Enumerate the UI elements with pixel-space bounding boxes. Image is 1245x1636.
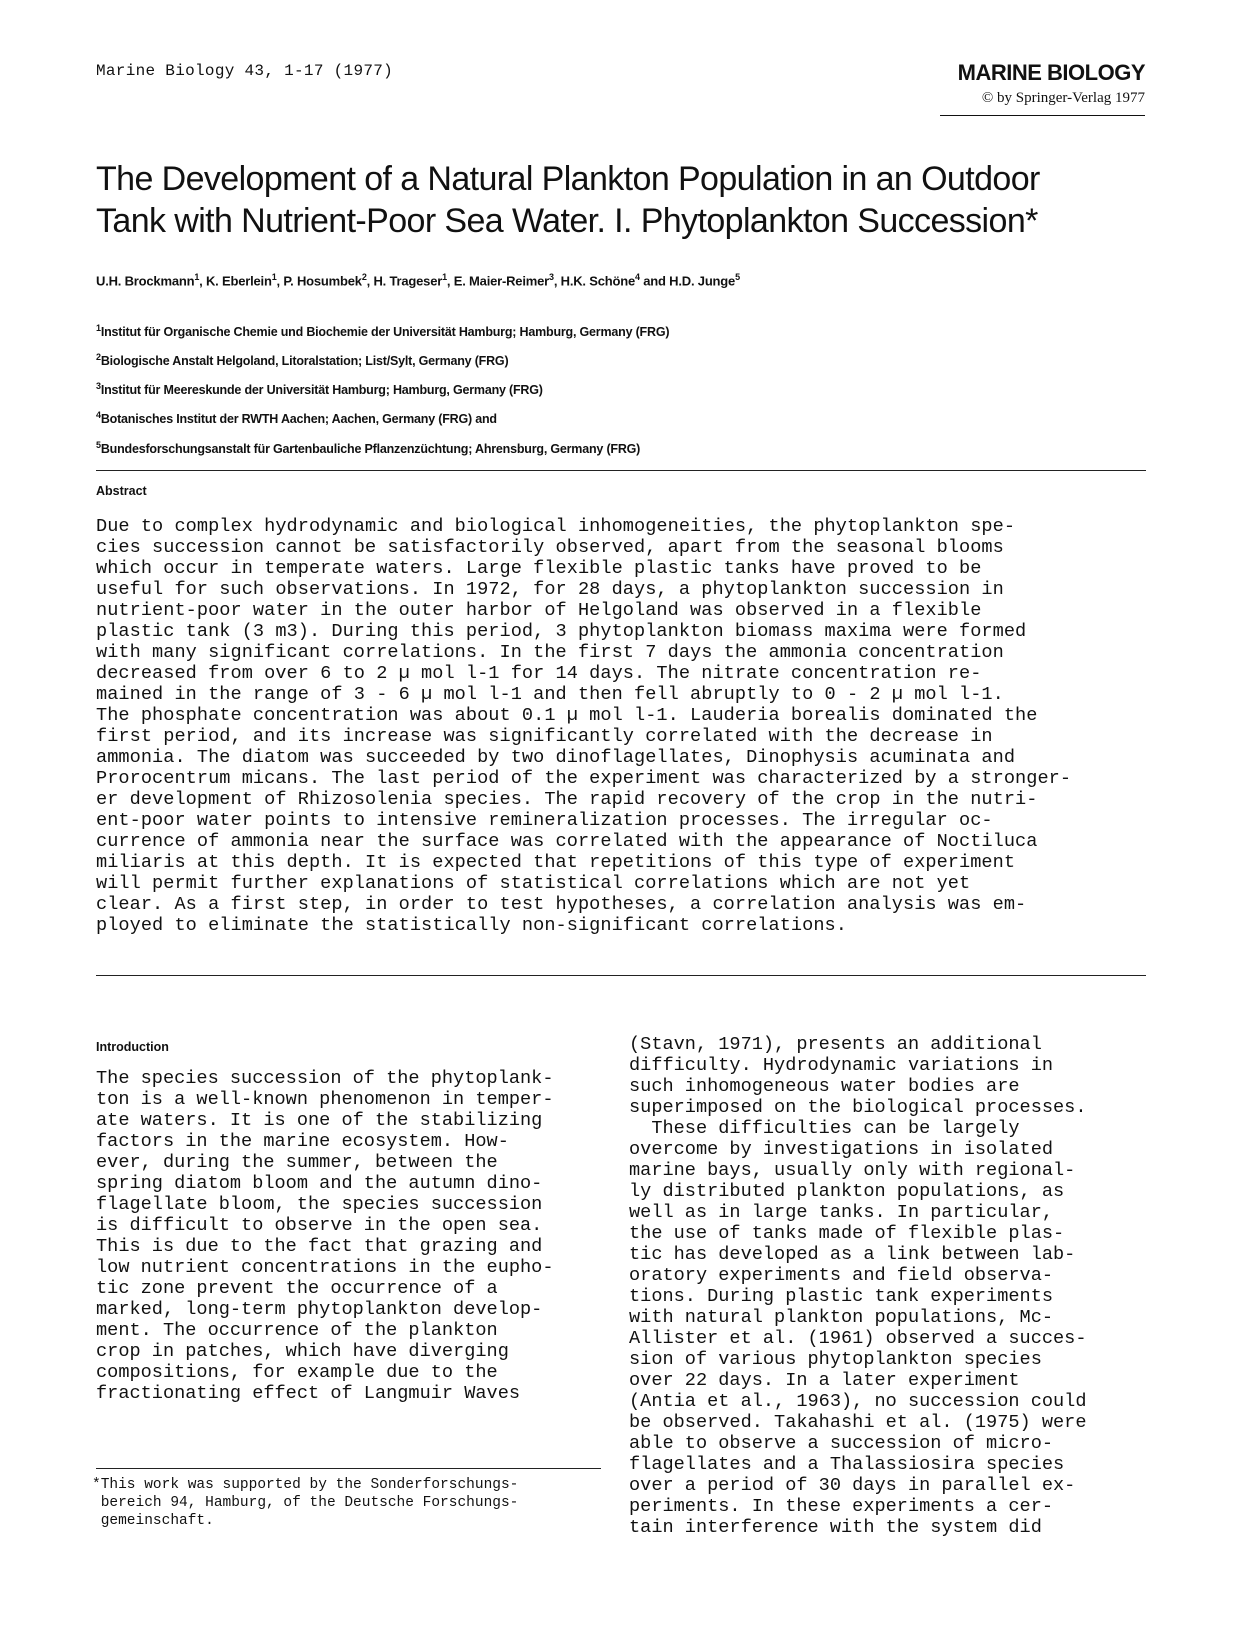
abstract-line: er development of Rhizosolenia species. The rapid recovery of the crop in the nutri- [96,789,1038,810]
body-line: over 22 days. In a later experiment [629,1370,1020,1391]
abstract-line: ployed to eliminate the statistically non-significant correlations. [96,915,847,936]
body-line: ate waters. It is one of the stabilizing [96,1110,543,1131]
abstract-line: miliaris at this depth. It is expected that repetitions of this type of experiment [96,852,1016,873]
paper-title [96,158,1156,242]
body-line: with natural plankton populations, Mc- [629,1307,1054,1328]
author-affiliation-mark: 1 [442,272,447,282]
affiliation-text: Institut für Organische Chemie und Biochemie der Universität Hamburg; Hamburg, Germany (FRG) [100,325,670,340]
affiliation-mark: 1 [96,323,101,333]
journal-name: MARINE BIOLOGY [957,60,1145,85]
author-name: U.H. Brockmann [96,273,195,289]
affiliation-list [96,316,669,462]
author-affiliation-mark: 5 [735,272,740,282]
affiliation-item [96,374,669,403]
body-line: ment. The occurrence of the plankton [96,1320,498,1341]
abstract-line: mained in the range of 3 - 6 µ mol l-1 and then fell abruptly to 0 - 2 µ mol l-1. [96,684,1004,705]
affiliation-text: Bundesforschungsanstalt für Gartenbauliche Pflanzenzüchtung; Ahrensburg, Germany (FRG) [100,441,641,456]
abstract-line: which occur in temperate waters. Large flexible plastic tanks have proved to be [96,558,982,579]
abstract-line: clear. As a first step, in order to test hypotheses, a correlation analysis was em- [96,894,1027,915]
body-line: superimposed on the biological processes. [629,1097,1087,1118]
title-line: The Development of a Natural Plankton Population in an Outdoor [96,160,1040,198]
body-line: oratory experiments and field observa- [629,1265,1054,1286]
body-line: factors in the marine ecosystem. How- [96,1131,509,1152]
body-line: ton is a well-known phenomenon in temper- [96,1089,554,1110]
abstract-line: useful for such observations. In 1972, for 28 days, a phytoplankton succession in [96,579,1004,600]
affiliation-mark: 5 [96,439,101,450]
running-head: Marine Biology 43, 1-17 (1977) [96,62,394,80]
author-affiliation-mark: 1 [194,272,200,282]
body-line: (Stavn, 1971), presents an additional [629,1034,1042,1055]
abstract-line: plastic tank (3 m3). During this period, 3 phytoplankton biomass maxima were formed [96,621,1027,642]
abstract-body [96,516,1071,936]
author-affiliation-mark: 4 [635,272,640,282]
affiliation-mark: 3 [96,381,101,392]
abstract-heading: Abstract [96,484,147,498]
affiliation-item [96,316,669,345]
body-line: tain interference with the system did [629,1517,1042,1538]
author-affiliation-mark: 2 [361,272,367,282]
body-line: tions. During plastic tank experiments [629,1286,1054,1307]
body-line: low nutrient concentrations in the eupho- [96,1257,554,1278]
body-line: spring diatom bloom and the autumn dino- [96,1173,543,1194]
affiliation-text: Institut für Meereskunde der Universität Hamburg; Hamburg, Germany (FRG) [100,383,543,398]
body-line: over a period of 30 days in parallel ex- [629,1475,1076,1496]
body-line: Allister et al. (1961) observed a succes- [629,1328,1087,1349]
abstract-line: cies succession cannot be satisfactorily observed, apart from the seasonal blooms [96,537,1004,558]
abstract-line: nutrient-poor water in the outer harbor of Helgoland was observed in a flexible [96,600,982,621]
footnote-rule [96,1468,601,1469]
body-line: able to observe a succession of micro- [629,1433,1054,1454]
abstract-line: Due to complex hydrodynamic and biological inhomogeneities, the phytoplankton spe- [96,516,1016,537]
body-line: sion of various phytoplankton species [629,1349,1042,1370]
body-line: compositions, for example due to the [96,1362,498,1383]
body-line: such inhomogeneous water bodies are [629,1076,1020,1097]
body-line: is difficult to observe in the open sea. [96,1215,543,1236]
body-line: ly distributed plankton populations, as [629,1181,1065,1202]
body-line: fractionating effect of Langmuir Waves [96,1383,521,1404]
footnote-line: gemeinschaft. [92,1513,214,1529]
author-name: H.K. Schöne [560,273,636,289]
footnote-line: *This work was supported by the Sonderforschungs- [92,1477,519,1493]
body-line: difficulty. Hydrodynamic variations in [629,1055,1054,1076]
affiliation-mark: 4 [96,410,101,421]
author-affiliation-mark: 3 [549,272,554,282]
author-name: E. Maier-Reimer [453,273,549,289]
author-name: K. Eberlein [205,273,272,289]
body-line: crop in patches, which have diverging [96,1341,509,1362]
abstract-line: The phosphate concentration was about 0.1 µ mol l-1. Lauderia borealis dominated the [96,705,1038,726]
affiliation-item [96,433,669,462]
abstract-line: will permit further explanations of statistical correlations which are not yet [96,873,971,894]
body-line: flagellates and a Thalassiosira species [629,1454,1065,1475]
introduction-left-column [96,1068,553,1404]
abstract-line: with many significant correlations. In the first 7 days the ammonia concentration [96,642,1004,663]
author-name: P. Hosumbek [283,273,362,289]
journal-masthead [940,60,1145,116]
introduction-right-column [629,1034,1086,1538]
abstract-line: Prorocentrum micans. The last period of the experiment was characterized by a stronger- [96,768,1072,789]
abstract-line: currence of ammonia near the surface was correlated with the appearance of Noctiluca [96,831,1038,852]
body-line: These difficulties can be largely [629,1118,1020,1139]
body-line: overcome by investigations in isolated [629,1139,1054,1160]
body-line: tic has developed as a link between lab- [629,1244,1076,1265]
body-line: ever, during the summer, between the [96,1152,498,1173]
abstract-top-rule [96,470,1146,471]
body-line: the use of tanks made of flexible plas- [629,1223,1065,1244]
affiliation-item [96,345,669,374]
author-list: U.H. Brockmann$^1$, K. Eberlein$^1$, P. Hosumbek$^2$, H. Trageser$^1$, E. Maier-Reimer$^3$, H.K. Schöne$^4$ and H.D. Junge$^5$ [96,272,740,289]
body-line: (Antia et al., 1963), no succession could [629,1391,1087,1412]
body-line: The species succession of the phytoplank- [96,1068,554,1089]
body-line: flagellate bloom, the species succession [96,1194,543,1215]
body-line: marine bays, usually only with regional- [629,1160,1076,1181]
footnote-line: bereich 94, Hamburg, of the Deutsche Forschungs- [92,1495,519,1511]
abstract-line: first period, and its increase was significantly correlated with the decrease in [96,726,993,747]
abstract-line: ammonia. The diatom was succeeded by two dinoflagellates, Dinophysis acuminata and [96,747,1016,768]
affiliation-text: Biologische Anstalt Helgoland, Litoralstation; List/Sylt, Germany (FRG) [100,354,509,369]
title-line: Tank with Nutrient-Poor Sea Water. I. Phytoplankton Succession* [96,202,1038,240]
author-name: H.D. Junge [669,273,736,289]
body-line: marked, long-term phytoplankton develop- [96,1299,543,1320]
affiliation-mark: 2 [96,352,101,363]
body-line: tic zone prevent the occurrence of a [96,1278,498,1299]
affiliation-text: Botanisches Institut der RWTH Aachen; Aachen, Germany (FRG) and [100,412,497,427]
abstract-line: decreased from over 6 to 2 µ mol l-1 for 14 days. The nitrate concentration re- [96,663,982,684]
footnote [92,1476,518,1530]
journal-copyright: © by Springer-Verlag 1977 [940,90,1145,116]
body-line: be observed. Takahashi et al. (1975) were [629,1412,1087,1433]
body-line: This is due to the fact that grazing and [96,1236,543,1257]
abstract-line: ent-poor water points to intensive remineralization processes. The irregular oc- [96,810,993,831]
abstract-bottom-rule [96,975,1146,976]
affiliation-item [96,403,669,432]
author-name: H. Trageser [373,273,443,289]
introduction-heading: Introduction [96,1040,169,1054]
body-line: well as in large tanks. In particular, [629,1202,1054,1223]
body-line: periments. In these experiments a cer- [629,1496,1054,1517]
author-affiliation-mark: 1 [271,272,277,282]
